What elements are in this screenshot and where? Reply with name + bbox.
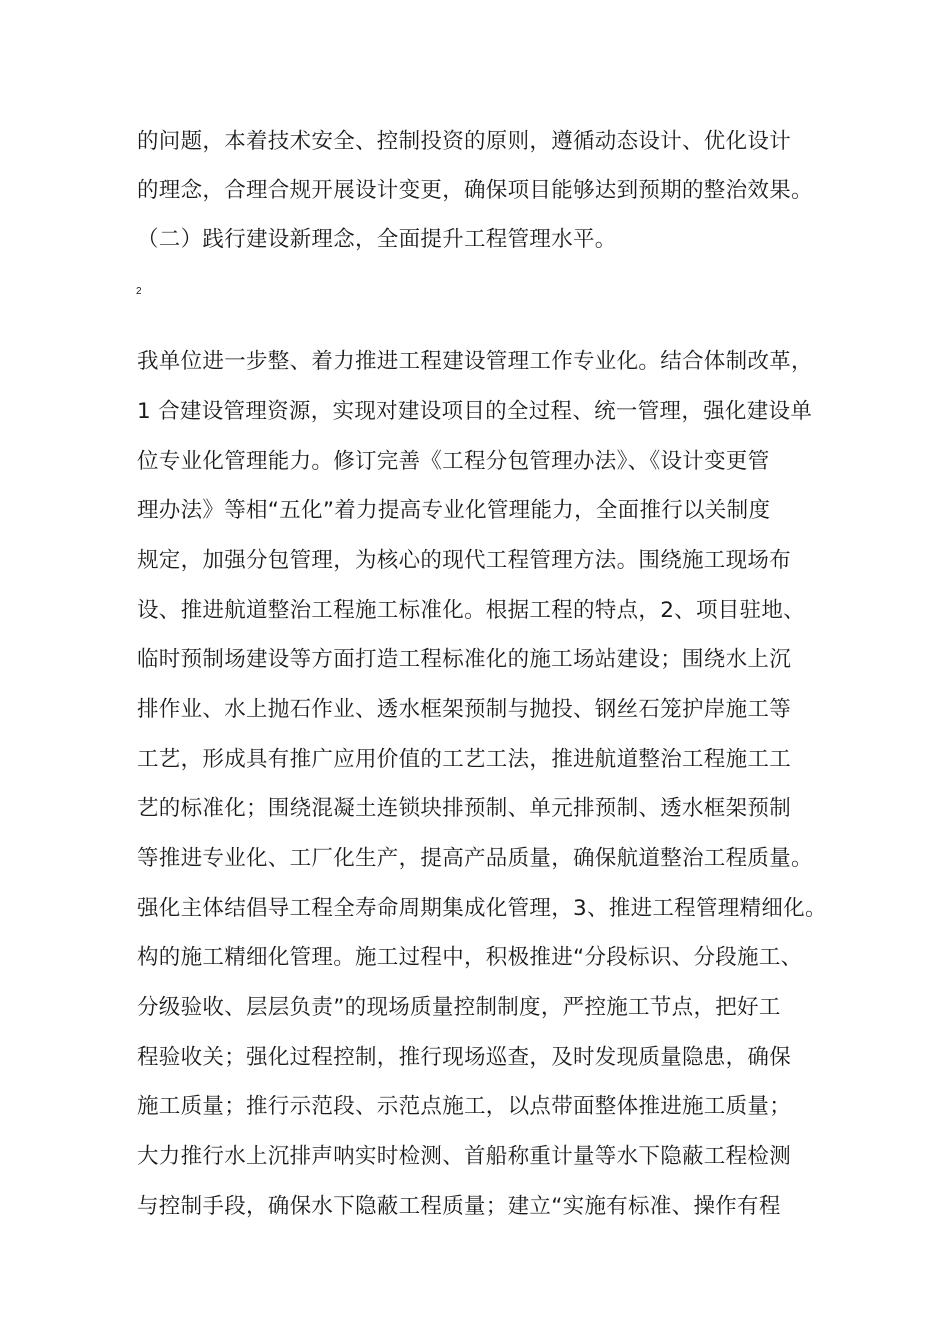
paragraph-line: 施工质量；推行示范段、示范点施工，以点带面整体推进施工质量； — [137, 1094, 792, 1119]
paragraph-line: 与控制手段，确保水下隐蔽工程质量；建立“实施有标准、操作有程 — [137, 1194, 781, 1219]
paragraph-line: 程验收关；强化过程控制，推行现场巡查，及时发现质量隐患，确保 — [137, 1045, 792, 1070]
paragraph-line: 的问题，本着技术安全、控制投资的原则，遵循动态设计、优化设计 — [137, 129, 792, 154]
paragraph-line: 工艺，形成具有推广应用价值的工艺工法，推进航道整治工程施工工 — [137, 747, 792, 772]
paragraph-line: 分级验收、层层负责”的现场质量控制制度，严控施工节点，把好工 — [137, 995, 781, 1020]
paragraph-line: 1 合建设管理资源，实现对建设项目的全过程、统一管理，强化建设单 — [137, 399, 813, 424]
paragraph-line: 等推进专业化、工厂化生产，提高产品质量，确保航道整治工程质量。 — [137, 846, 813, 871]
paragraph-line: 排作业、水上抛石作业、透水框架预制与抛投、钢丝石笼护岸施工等 — [137, 697, 792, 722]
paragraph-line: 临时预制场建设等方面打造工程标准化的施工场站建设；围绕水上沉 — [137, 647, 792, 672]
paragraph-line: 艺的标准化；围绕混凝土连锁块排预制、单元排预制、透水框架预制 — [137, 796, 792, 821]
paragraph-line: 大力推行水上沉排声呐实时检测、首船称重计量等水下隐蔽工程检测 — [137, 1144, 792, 1169]
paragraph-line: 我单位进一步整、着力推进工程建设管理工作专业化。结合体制改革， — [137, 349, 813, 374]
paragraph-line: 强化主体结倡导工程全寿命周期集成化管理，3、推进工程管理精细化。 — [137, 896, 827, 921]
paragraph-line: 规定，加强分包管理，为核心的现代工程管理方法。围绕施工现场布 — [137, 548, 792, 573]
page-number: 2 — [136, 286, 142, 297]
paragraph-line: 位专业化管理能力。修订完善《工程分包管理办法》、《设计变更管 — [137, 449, 770, 474]
paragraph-line: 构的施工精细化管理。施工过程中，积极推进“分段标识、分段施工、 — [137, 945, 803, 970]
section-heading: （二）践行建设新理念，全面提升工程管理水平。 — [137, 227, 617, 252]
paragraph-line: 的理念，合理合规开展设计变更，确保项目能够达到预期的整治效果。 — [137, 178, 813, 203]
paragraph-line: 设、推进航道整治工程施工标准化。根据工程的特点，2、项目驻地、 — [137, 598, 805, 623]
paragraph-line: 理办法》等相“五化”着力提高专业化管理能力，全面推行以关制度 — [137, 498, 771, 523]
